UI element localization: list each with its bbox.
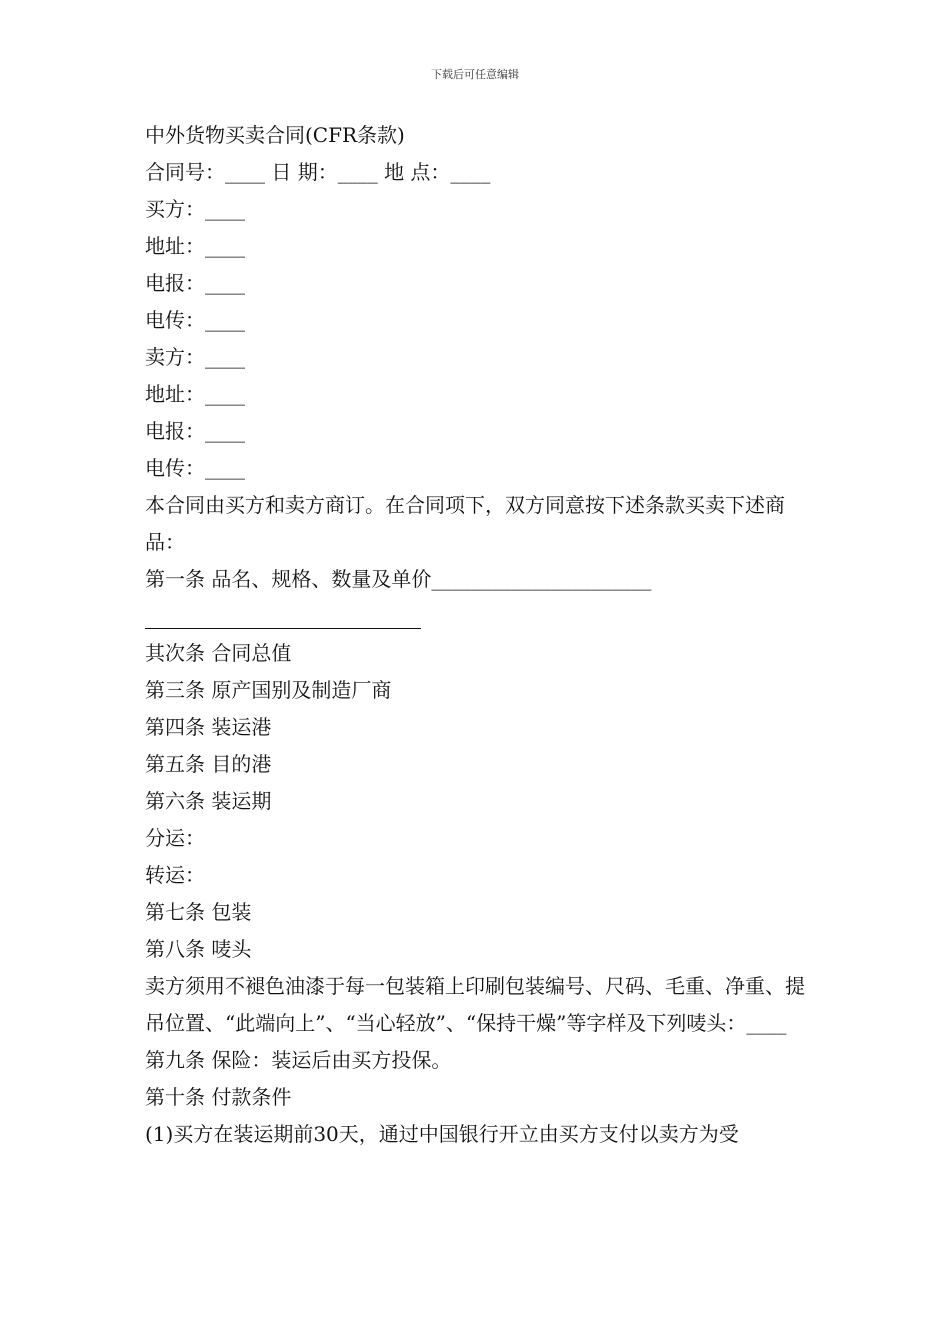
article-4: 第四条 装运港 <box>145 715 272 739</box>
seller-address-line: 地址：____ <box>145 382 245 406</box>
article-7: 第七条 包装 <box>145 900 252 924</box>
contract-title: 中外货物买卖合同(CFR条款) <box>145 123 405 147</box>
article-9: 第九条 保险：装运后由买方投保。 <box>145 1048 452 1072</box>
contract-info-line: 合同号：____ 日 期：____ 地 点：____ <box>145 160 491 184</box>
contract-body <box>145 117 815 1153</box>
buyer-cable-line: 电报：____ <box>145 271 245 295</box>
article-6: 第六条 装运期 <box>145 789 272 813</box>
buyer-line: 买方：____ <box>145 197 245 221</box>
payment-item-1: (1)买方在装运期前30天，通过中国银行开立由买方支付以卖方为受 <box>145 1122 739 1146</box>
buyer-address-line: 地址：____ <box>145 234 245 258</box>
buyer-telex-line: 电传：____ <box>145 308 245 332</box>
article-8: 第八条 唛头 <box>145 937 252 961</box>
article-1-continuation-rule <box>145 598 815 635</box>
transshipment-line: 转运： <box>145 863 205 887</box>
seller-cable-line: 电报：____ <box>145 419 245 443</box>
article-10: 第十条 付款条件 <box>145 1085 292 1109</box>
intro-paragraph: 本合同由买方和卖方商订。在合同项下，双方同意按下述条款买卖下述商品： <box>145 493 785 554</box>
seller-line: 卖方：____ <box>145 345 245 369</box>
article-3: 第三条 原产国别及制造厂商 <box>145 678 392 702</box>
partial-shipment-line: 分运： <box>145 826 205 850</box>
article-1: 第一条 品名、规格、数量及单价______________________ <box>145 567 652 591</box>
shipping-marks-paragraph: 卖方须用不褪色油漆于每一包装箱上印刷包装编号、尺码、毛重、净重、提吊位置、“此端向上”、“当心轻放”、“保持干燥”等字样及下列唛头：____ <box>145 974 805 1035</box>
page-header-note: 下载后可任意编辑 <box>431 68 519 81</box>
article-5: 第五条 目的港 <box>145 752 272 776</box>
seller-telex-line: 电传：____ <box>145 456 245 480</box>
article-2: 其次条 合同总值 <box>145 641 292 665</box>
